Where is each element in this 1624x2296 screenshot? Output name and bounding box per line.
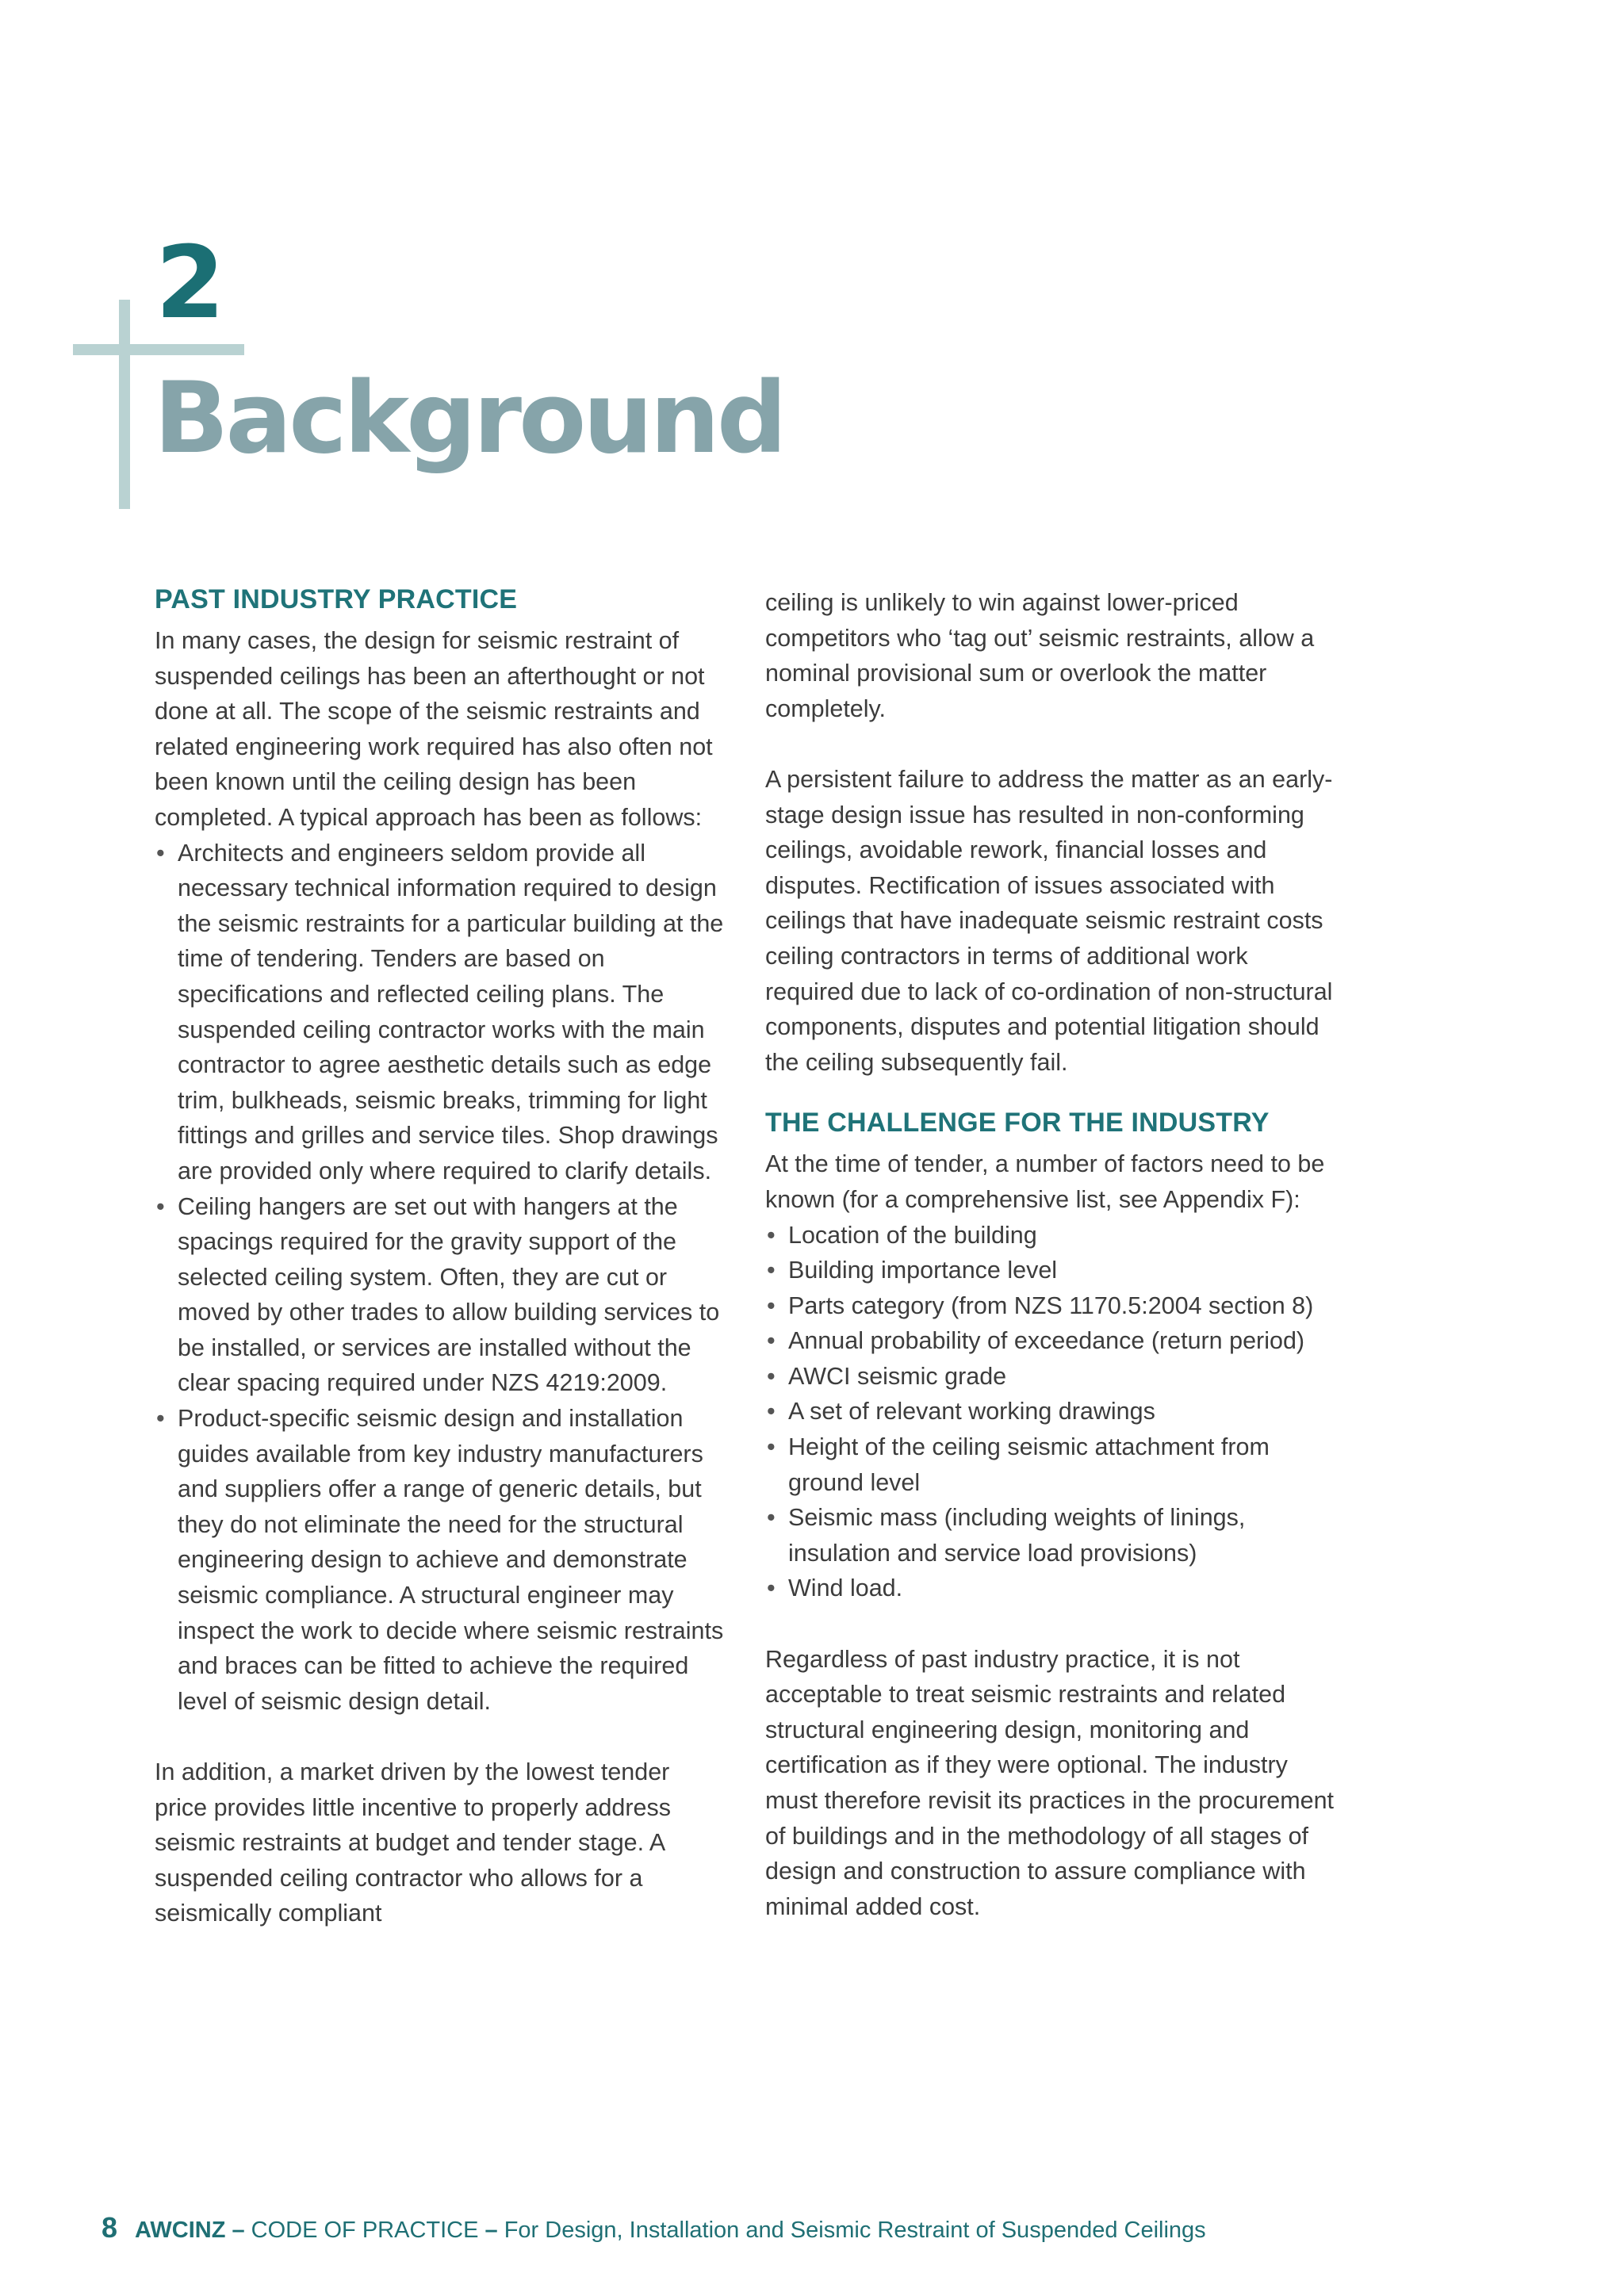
list-item: • Height of the ceiling seismic attachment from ground level: [765, 1429, 1336, 1500]
footer-doc-type: CODE OF PRACTICE: [251, 2218, 479, 2243]
list-item: • A set of relevant working drawings: [765, 1394, 1336, 1429]
chapter-number: 2: [155, 224, 225, 341]
chapter-cross-horizontal: [73, 344, 244, 355]
list-item: • Building importance level: [765, 1253, 1336, 1288]
footer-doc-title: For Design, Installation and Seismic Restraint of Suspended Ceilings: [504, 2218, 1206, 2243]
list-item: • Wind load.: [765, 1571, 1336, 1606]
factor-bullet-list: [765, 1218, 1336, 1607]
chapter-cross-vertical: [119, 300, 130, 509]
chapter-title: Background: [154, 362, 784, 476]
left-column: [155, 579, 726, 1931]
section-heading-challenge: THE CHALLENGE FOR THE INDUSTRY: [765, 1108, 1270, 1138]
list-item: • AWCI seismic grade: [765, 1359, 1336, 1395]
paragraph-persistent-failure: A persistent failure to address the matter as an early-stage design issue has resulted in non-conforming ceilings, avoidable rework, financial losses and disputes. Rectification of issues associated with ceilings that have inadequate seismic restraint costs ceiling contractors in terms of additional work required due to lack of co-ordination of non-structural components, disputes and potential litigation should the ceiling subsequently fail.: [765, 765, 1333, 1076]
list-item: • Ceiling hangers are set out with hangers at the spacings required for the gravity support of the selected ceiling system. Often, they are cut or moved by other trades to allow building services to be installed, or services are installed without the clear spacing required under NZS 4219:2009.: [155, 1189, 726, 1402]
list-item: • Parts category (from NZS 1170.5:2004 section 8): [765, 1288, 1336, 1324]
list-item: • Location of the building: [765, 1218, 1336, 1253]
paragraph-tender-factors: At the time of tender, a number of factors need to be known (for a comprehensive list, see Appendix F):: [765, 1150, 1325, 1213]
footer-separator: –: [478, 2218, 504, 2243]
list-item: • Architects and engineers seldom provide all necessary technical information required to design the seismic restraints for a particular building at the time of tendering. Tenders are based on specifications and reflected ceiling plans. The suspended ceiling contractor works with the main contractor to agree aesthetic details such as edge trim, bulkheads, seismic breaks, trimming for light fittings and grilles and service tiles. Shop drawings are provided only where required to clarify details.: [155, 836, 726, 1189]
list-item: • Annual probability of exceedance (return period): [765, 1323, 1336, 1359]
right-column: [765, 579, 1336, 1924]
paragraph-intro: In many cases, the design for seismic restraint of suspended ceilings has been an afterthought or not done at all. The scope of the seismic restraints and related engineering work required has also often not been known until the ceiling design has been completed. A typical approach has been as follows:: [155, 627, 713, 831]
section-heading-past-practice: PAST INDUSTRY PRACTICE: [155, 584, 518, 614]
page-footer: [102, 2212, 1206, 2246]
paragraph-continuation: ceiling is unlikely to win against lower-priced competitors who ‘tag out’ seismic restraints, allow a nominal provisional sum or overlook the matter completely.: [765, 589, 1315, 722]
footer-separator: –: [225, 2218, 251, 2243]
list-item: • Product-specific seismic design and installation guides available from key industry manufacturers and suppliers offer a range of generic details, but they do not eliminate the need for the structural engineering design to achieve and demonstrate seismic compliance. A structural engineer may inspect the work to decide where seismic restraints and braces can be fitted to achieve the required level of seismic design detail.: [155, 1401, 726, 1719]
practice-bullet-list: [155, 836, 726, 1720]
list-item: • Seismic mass (including weights of linings, insulation and service load provisions): [765, 1500, 1336, 1571]
paragraph-market: In addition, a market driven by the lowest tender price provides little incentive to properly address seismic restraints at budget and tender stage. A suspended ceiling contractor who allows for a seismically compliant: [155, 1758, 671, 1927]
page-number: 8: [102, 2211, 118, 2244]
footer-org: AWCINZ: [135, 2218, 226, 2243]
paragraph-regardless: Regardless of past industry practice, it is not acceptable to treat seismic restraints and related structural engineering design, monitoring and certification as if they were optional. The industry must therefore revisit its practices in the procurement of buildings and in the methodology of all stages of design and construction to assure compliance with minimal added cost.: [765, 1645, 1335, 1920]
